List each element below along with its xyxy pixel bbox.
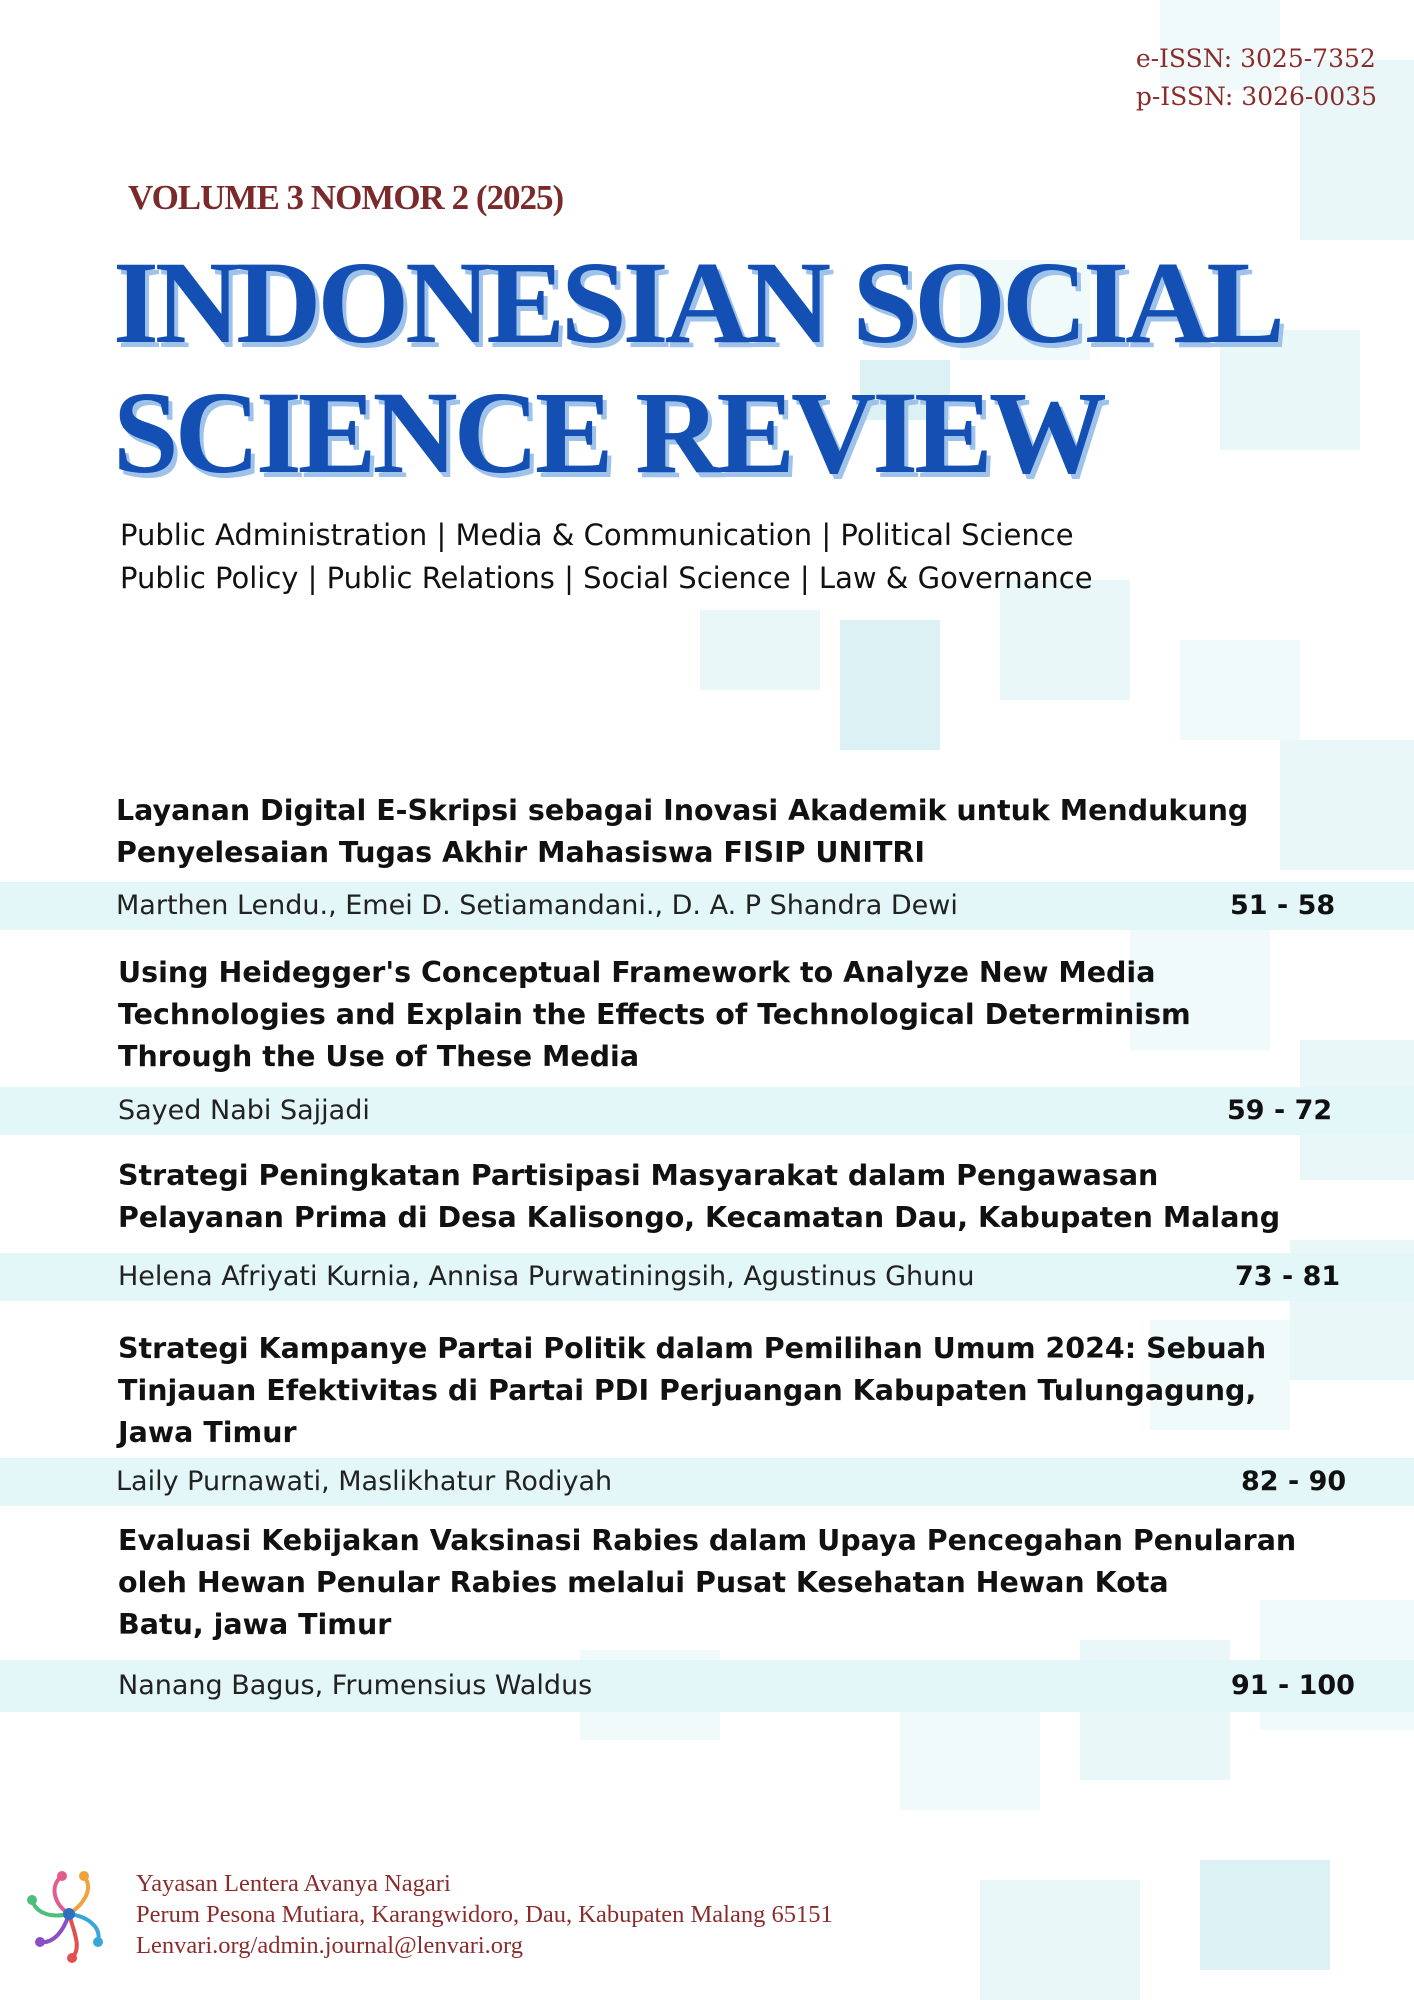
volume-label: VOLUME 3 NOMOR 2 (2025) xyxy=(128,178,564,217)
subject-line-2: Public Policy | Public Relations | Social Science | Law & Governance xyxy=(120,561,1093,595)
subject-list xyxy=(120,514,1093,600)
article-pages: 51 - 58 xyxy=(1230,890,1336,921)
subject-line-1: Public Administration | Media & Communication | Political Science xyxy=(120,518,1074,552)
article-title: Strategi Kampanye Partai Politik dalam Pemilihan Umum 2024: Sebuah Tinjauan Efektivitas di Partai PDI Perjuangan Kabupaten Tulungagung, Jawa Timur xyxy=(118,1332,1267,1449)
publisher-logo-icon xyxy=(24,1864,114,1964)
article-title: Layanan Digital E-Skripsi sebagai Inovasi Akademik untuk Mendukung Penyelesaian Tugas Akhir Mahasiswa FISIP UNITRI xyxy=(116,794,1249,869)
article-pages: 59 - 72 xyxy=(1227,1095,1333,1126)
issn-block xyxy=(1136,40,1377,116)
article-authors: Marthen Lendu., Emei D. Setiamandani., D. A. P Shandra Dewi xyxy=(116,890,958,921)
p-issn: p-ISSN: 3026-0035 xyxy=(1135,82,1377,111)
article-title: Evaluasi Kebijakan Vaksinasi Rabies dalam Upaya Pencegahan Penularan oleh Hewan Penular Rabies melalui Pusat Kesehatan Hewan Kota Batu, jawa Timur xyxy=(118,1524,1297,1641)
publisher-address: Perum Pesona Mutiara, Karangwidoro, Dau, Kabupaten Malang 65151 xyxy=(136,1901,833,1928)
article-pages: 82 - 90 xyxy=(1241,1466,1347,1497)
publisher-contact: Lenvari.org/admin.journal@lenvari.org xyxy=(136,1932,524,1959)
article-authors: Nanang Bagus, Frumensius Waldus xyxy=(118,1670,593,1701)
article-authors: Sayed Nabi Sajjadi xyxy=(118,1095,370,1126)
journal-title xyxy=(113,238,1281,498)
publisher-info xyxy=(136,1868,833,1961)
author-band xyxy=(0,882,1414,930)
publisher-name: Yayasan Lentera Avanya Nagari xyxy=(136,1870,451,1897)
author-band xyxy=(0,1458,1414,1506)
e-issn: e-ISSN: 3025-7352 xyxy=(1135,44,1376,73)
journal-title-line2: SCIENCE REVIEW xyxy=(113,367,1103,498)
author-band xyxy=(0,1087,1414,1135)
article-title: Strategi Peningkatan Partisipasi Masyarakat dalam Pengawasan Pelayanan Prima di Desa Kalisongo, Kecamatan Dau, Kabupaten Malang xyxy=(118,1159,1281,1234)
article-pages: 73 - 81 xyxy=(1235,1261,1341,1292)
journal-title-line1: INDONESIAN SOCIAL xyxy=(113,237,1282,368)
article-pages: 91 - 100 xyxy=(1231,1670,1355,1701)
article-title: Using Heidegger's Conceptual Framework to Analyze New Media Technologies and Explain the Effects of Technological Determinism Through the Use of These Media xyxy=(118,956,1191,1073)
article-authors: Laily Purnawati, Maslikhatur Rodiyah xyxy=(116,1466,613,1497)
author-band xyxy=(0,1660,1414,1712)
article-authors: Helena Afriyati Kurnia, Annisa Purwatiningsih, Agustinus Ghunu xyxy=(118,1261,975,1292)
author-band xyxy=(0,1253,1414,1301)
